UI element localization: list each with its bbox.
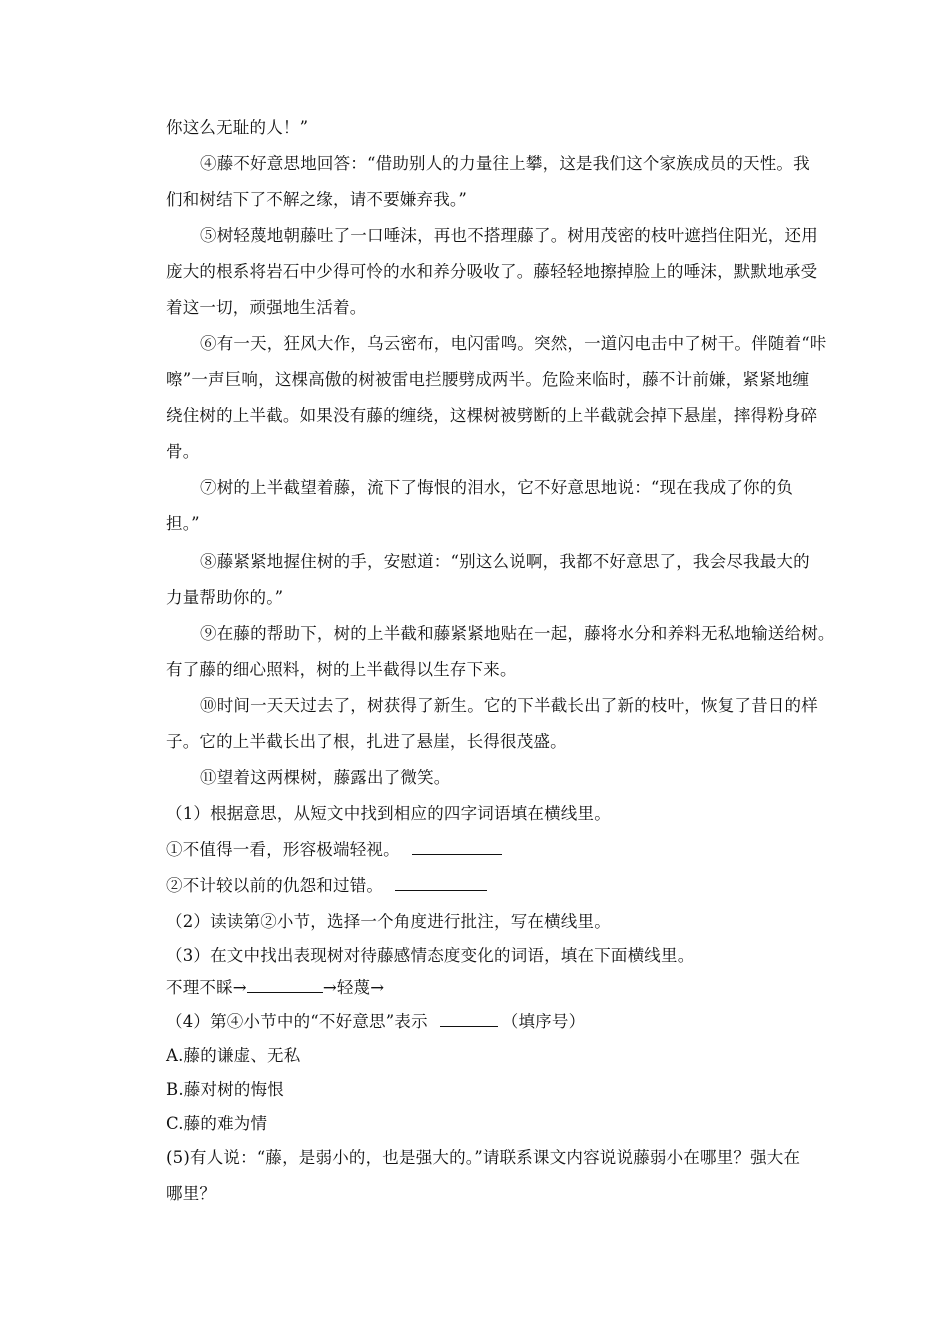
- question-1: （1）根据意思，从短文中找到相应的四字词语填在横线里。: [166, 804, 611, 823]
- question-5-line2: 哪里？: [166, 1184, 217, 1203]
- passage-p7-line2: 担。”: [166, 514, 200, 533]
- question-4-text: （4）第④小节中的“不好意思”表示: [166, 1012, 428, 1031]
- question-3-chain: [166, 976, 816, 1000]
- passage-p7-line1: ⑦树的上半截望着藤，流下了悔恨的泪水，它不好意思地说：“现在我成了你的负: [200, 478, 794, 497]
- passage-p9-line2: 有了藤的细心照料，树的上半截得以生存下来。: [166, 660, 517, 679]
- passage-p6-line2: 嚓”一声巨响，这棵高傲的树被雷电拦腰劈成两半。危险来临时，藤不计前嫌，紧紧地缠: [166, 370, 810, 389]
- passage-p4-line1: ④藤不好意思地回答：“借助别人的力量往上攀，这是我们这个家族成员的天性。我: [200, 154, 810, 173]
- passage-p4-line2: 们和树结下了不解之缘，请不要嫌弃我。”: [166, 190, 467, 209]
- passage-p11: ⑪望着这两棵树，藤露出了微笑。: [200, 768, 451, 787]
- question-4-tail: （填序号）: [501, 1012, 586, 1031]
- passage-p6-line1: ⑥有一天，狂风大作，乌云密布，电闪雷鸣。突然，一道闪电击中了树干。伴随着“咔: [200, 334, 827, 353]
- question-4-option-b: B.藤对树的悔恨: [166, 1080, 284, 1099]
- question-3-arrow: →轻蔑→: [322, 978, 385, 997]
- question-2: （2）读读第②小节，选择一个角度进行批注，写在横线里。: [166, 912, 611, 931]
- passage-p5-line1: ⑤树轻蔑地朝藤吐了一口唾沫，再也不搭理藤了。树用茂密的枝叶遮挡住阳光，还用: [200, 226, 818, 245]
- question-1b-text: ②不计较以前的仇怨和过错。: [166, 876, 384, 895]
- passage-p10-line2: 子。它的上半截长出了根，扎进了悬崖，长得很茂盛。: [166, 732, 567, 751]
- passage-p3-end: 你这么无耻的人！”: [166, 118, 309, 137]
- question-3-start: 不理不睬→: [166, 978, 247, 997]
- question-4: [166, 1010, 816, 1034]
- answer-blank-1a[interactable]: [412, 838, 502, 855]
- passage-p5-line3: 着这一切，顽强地生活着。: [166, 298, 367, 317]
- passage-p6-line3: 绕住树的上半截。如果没有藤的缠绕，这棵树被劈断的上半截就会掉下悬崖，摔得粉身碎: [166, 406, 818, 425]
- passage-p6-line4: 骨。: [166, 442, 200, 461]
- question-3: （3）在文中找出表现树对待藤感情态度变化的词语，填在下面横线里。: [166, 946, 695, 965]
- passage-p8-line1: ⑧藤紧紧地握住树的手，安慰道：“别这么说啊，我都不好意思了，我会尽我最大的: [200, 552, 810, 571]
- answer-blank-1b[interactable]: [395, 874, 487, 891]
- passage-p10-line1: ⑩时间一天天过去了，树获得了新生。它的下半截长出了新的枝叶，恢复了昔日的样: [200, 696, 818, 715]
- passage-p9-line1: ⑨在藤的帮助下，树的上半截和藤紧紧地贴在一起，藤将水分和养料无私地输送给树。: [200, 624, 835, 643]
- passage-p8-line2: 力量帮助你的。”: [166, 588, 284, 607]
- question-4-option-c: C.藤的难为情: [166, 1114, 268, 1133]
- question-1a-text: ①不值得一看，形容极端轻视。: [166, 840, 400, 859]
- question-4-option-a: A.藤的谦虚、无私: [166, 1046, 301, 1065]
- question-5-line1: (5)有人说：“藤，是弱小的，也是强大的。”请联系课文内容说说藤弱小在哪里？强大在: [166, 1148, 801, 1167]
- answer-blank-3[interactable]: [247, 976, 323, 993]
- answer-blank-4[interactable]: [440, 1010, 498, 1027]
- question-1a: [166, 838, 816, 862]
- question-1b: [166, 874, 816, 898]
- passage-p5-line2: 庞大的根系将岩石中少得可怜的水和养分吸收了。藤轻轻地擦掉脸上的唾沫，默默地承受: [166, 262, 818, 281]
